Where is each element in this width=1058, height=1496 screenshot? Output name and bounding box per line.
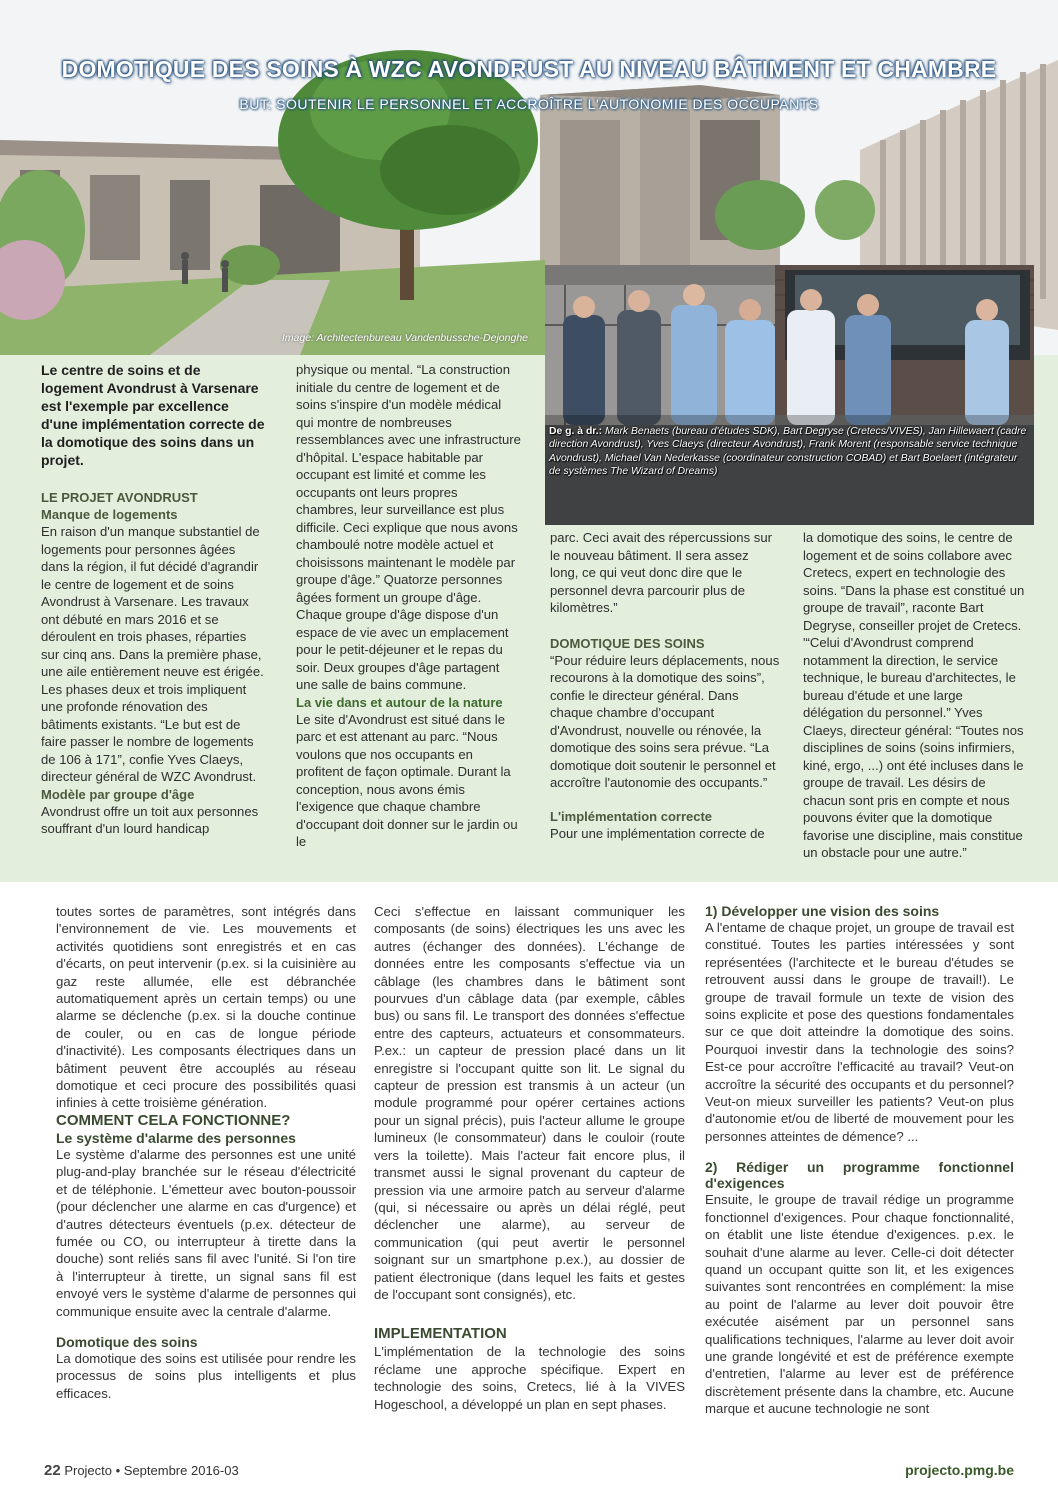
paragraph-domotique: “Pour réduire leurs déplacements, nous recourons à la domotique des soins”, confie le directeur général. Dans chaque chambre d'occupant d'Avondrust, nouvelle ou rénovée, la domotique des soins sera prévue. “La domotique doit soutenir le personnel et accroître l'autonomie des occupants.”	[550, 652, 780, 790]
paragraph-modele: Avondrust offre un toit aux personnes souffrant d'un lourd handicap	[41, 803, 259, 836]
heading-domotique-soins: Domotique des soins	[56, 1333, 198, 1350]
paragraph-manque: En raison d'un manque substantiel de logements pour personnes âgées dans la région, il fut décidé d'agrandir le centre de logement et de soins Avondrust à Varsenare. Les travaux ont débuté en mars 2016 et se déroulent en trois phases, réparties sur cinq ans. Dans la première phase, une aile entièrement neuve est érigée. Les phases deux et trois impliquent une profonde rénovation des bâtiments existants. “Le but est de faire passer le nombre de logements de 106 à 171”, confie Yves Claeys, directeur général de WZC Avondrust.	[41, 524, 264, 784]
heading-manque: Manque de logements	[41, 507, 178, 522]
intro-column-4	[803, 529, 1025, 862]
paragraph-implementation: Pour une implémentation correcte de	[550, 825, 765, 841]
publication-name: Projecto • Septembre 2016-03	[64, 1463, 239, 1478]
paragraph-echange: Ceci s'effectue en laissant communiquer les composants (de soins) électriques les uns avec les autres (échanger des données). L'échange de données entre les composants s'effectue via un câblage (les chambres dans le bâtiment sont pourvues d'un câblage data (par exemple, câbles bus) ou sans fil. Le transport des données s'effectue entre des capteurs, actuateurs et consommateurs. P.ex.: un capteur de pression placé dans un lit enregistre si l'occupant quitte son lit. Le signal du capteur de pression est transmis à un acteur (un module programmé pour opérer certaines actions pour un signal précis), puis l'acteur allume le groupe lumineux (le consommateur) dans le couloir (route vers la toilette). Mais l'acteur fait encore plus, il transmet aussi le signal provenant du capteur de pression via une armoire patch au serveur d'alarme (qui, si nécessaire ou après un délai réglé, peut déclencher une alarme), au serveur de communication (qui peut avertir le personnel soignant sur un smartphone p.ex.), au dossier de patient électronique (dans lequel les faits et gestes de l'occupant sont consignés), etc.	[374, 904, 685, 1302]
group-photo-image	[545, 265, 1034, 525]
heading-implementation: L'implémentation correcte	[550, 808, 713, 824]
paragraph-generation: toutes sortes de paramètres, sont intégrés dans l'environnement de vie. Les mouvements et activités quotidiens sont enregistrés et en cas d'écarts, on peut intervenir (p.ex. si la cuisinière au gaz reste allumée, elle est débranchée automatiquement après un certain temps) ou une alarme se déclenche (p.ex. si la douche continue de couler, ou en cas de longue période d'inactivité). Les composants électriques dans un bâtiment peuvent être accouplés au réseau domotique et ceci procure des possibilités quasi infinies à cette troisième génération.	[56, 904, 356, 1111]
intro-column-2	[296, 361, 521, 851]
heading-implementation-body: IMPLEMENTATION	[374, 1325, 507, 1343]
body-column-1	[56, 903, 356, 1402]
heading-nature: La vie dans et autour de la nature	[296, 694, 503, 710]
paragraph-implementation-body: L'implémentation de la technologie des soins réclame une approche spécifique. Expert en technologie des soins, Cretecs, lié à la VIVES Hogeschool, a développé un plan en sept phases.	[374, 1344, 685, 1412]
paragraph-programme: Ensuite, le groupe de travail rédige un programme fonctionnel d'exigences. Pour chaque fonctionnalité, on établit une liste étendue d'exigences. p.ex. le souhait d'une alarme au lever. Celle-ci doit détecter quand un occupant quitte son lit, et les exigences suivantes sont rencontrées en complément: la mise au point de l'alarme au lever doit pouvoir être exécutée aisément par un personnel sans qualifications techniques, l'alarme au lever doit avoir une grande longévité et est de préférence exempte d'entretien, l'alarme au lever est de préférence discrètement présente dans la chambre, etc. Aucune marque et aucune technologie ne sont	[705, 1192, 1014, 1417]
image-credit: Image: Architectenbureau Vandenbussche-Dejonghe	[281, 332, 528, 344]
caption-text: Mark Benaets (bureau d'études SDK), Bart Degryse (Cretecs/VIVES), Jan Hillewaert (cadre direction Avondrust), Yves Claeys (directeur Avondrust), Frank Morent (responsable service technique Avondrust), Michael Van Nederkasse (coordinateur construction COBAD) et Bart Boelaert (intégrateur de systèmes The Wizard of Dreams)	[549, 426, 1027, 478]
body-column-2	[374, 903, 685, 1413]
body-column-3	[705, 903, 1014, 1418]
caption-prefix: De g. à dr.:	[549, 426, 603, 437]
footer-left	[44, 1462, 239, 1479]
paragraph-cretecs: la domotique des soins, le centre de logement et de soins collabore avec Cretecs, expert en technologie des soins. “Dans la phase est constitué un groupe de travail”, raconte Bart Degryse, conseiller projet de Cretecs. '“Celui d'Avondrust comprend notamment la direction, le service technique, le bureau d'architectes, le bureau d'étude et une large délégation du personnel.” Yves Claeys, directeur général: “Toutes nos disciplines de soins (soins infirmiers, kiné, ergo, ...) ont été incluses dans le groupe de travail. Les désirs de chacun sont pris en compte et nous pouvons éviter que la domotique favorise une discipline, mais constitue un obstacle pour une autre.”	[803, 530, 1025, 860]
lead-paragraph: Le centre de soins et de logement Avondrust à Varsenare est l'exemple par excellence d'une implémentation correcte de la domotique des soins dans un projet.	[41, 362, 265, 468]
intro-column-3	[550, 529, 780, 842]
heading-programme: 2) Rédiger un programme fonctionnel d'exigences	[705, 1159, 1014, 1192]
website-link[interactable]: projecto.pmg.be	[905, 1462, 1014, 1478]
heading-modele: Modèle par groupe d'âge	[41, 786, 195, 802]
heading-projet: LE PROJET AVONDRUST	[41, 490, 198, 505]
heading-comment: COMMENT CELA FONCTIONNE?	[56, 1111, 291, 1129]
heading-domotique: DOMOTIQUE DES SOINS	[550, 635, 705, 651]
team-photo	[545, 265, 1034, 525]
photo-caption	[549, 425, 1029, 479]
paragraph-modele-cont: physique ou mental. “La construction initiale du centre de logement et de soins s'inspire d'un modèle médical qui montre de nombreuses ressemblances avec une infrastructure d'hôpital. L'espace habitable par occupant est limité et comme les occupants ont leurs propres chambres, leur surveillance est plus difficile. Ceci explique que nous avons chamboulé notre modèle actuel et choisissons maintenant le modèle par groupe d'âge.” Quatorze personnes âgées forment un groupe d'âge. Chaque groupe d'âge dispose d'un espace de vie avec un emplacement pour le petit-déjeuner et le repas du soir. Deux groupes d'âge partagent une salle de bains commune.	[296, 362, 521, 692]
heading-vision: 1) Développer une vision des soins	[705, 903, 940, 919]
article-title: DOMOTIQUE DES SOINS À WZC AVONDRUST AU NIVEAU BÂTIMENT ET CHAMBRE	[61, 56, 997, 82]
paragraph-vision: A l'entame de chaque projet, un groupe de travail est constitué. Toutes les parties intéressées y sont représentées (l'architecte et le bureau d'études se retrouvent aussi dans le groupe de travail!). Le groupe de travail formule un texte de vision des soins explicite et pose des questions fondamentales sur ce que doit atteindre la domotique des soins. Pourquoi investir dans la technologie des soins? Est-ce pour accroître l'efficacité au travail? Veut-on accroître la sécurité des occupants et du personnel? Veut-on mieux surveiller les patients? Veut-on plus d'autonomie et/ou de liberté de mouvement pour les personnes atteintes de démence? ...	[705, 920, 1014, 1144]
page-number: 22	[44, 1462, 61, 1479]
paragraph-nature-cont: parc. Ceci avait des répercussions sur le nouveau bâtiment. Il sera assez long, ce qui veut donc dire que le personnel devra parcourir plus de kilomètres.”	[550, 530, 772, 615]
paragraph-domotique-soins: La domotique des soins est utilisée pour rendre les processus de soins plus intelligents et plus efficaces.	[56, 1350, 356, 1401]
article-subtitle: BUT: SOUTENIR LE PERSONNEL ET ACCROÎTRE L'AUTONOMIE DES OCCUPANTS	[239, 96, 819, 112]
intro-column-1	[41, 361, 266, 838]
heading-alarme: Le système d'alarme des personnes	[56, 1129, 296, 1146]
paragraph-nature: Le site d'Avondrust est situé dans le parc et est attenant au parc. “Nous voulons que nos occupants en profitent de façon optimale. Durant la conception, nous avons émis l'exigence que chaque chambre d'occupant doit donner sur le jardin ou le	[296, 711, 518, 849]
paragraph-alarme: Le système d'alarme des personnes est une unité plug-and-play branchée sur le réseau d'électricité et de téléphonie. L'émetteur avec bouton-poussoir (pour déclencher une alarme en cas d'urgence) et d'autres détecteurs éventuels (p.ex. détecteur de fumée ou CO, ou interrupteur à tirette dans la douche) sont reliés sans fil avec l'unité. Si l'on tire à l'interrupteur à tirette, un signal sans fil est envoyé vers le système d'alarme de personnes qui communique ensuite avec la centrale d'alarme.	[56, 1146, 356, 1319]
